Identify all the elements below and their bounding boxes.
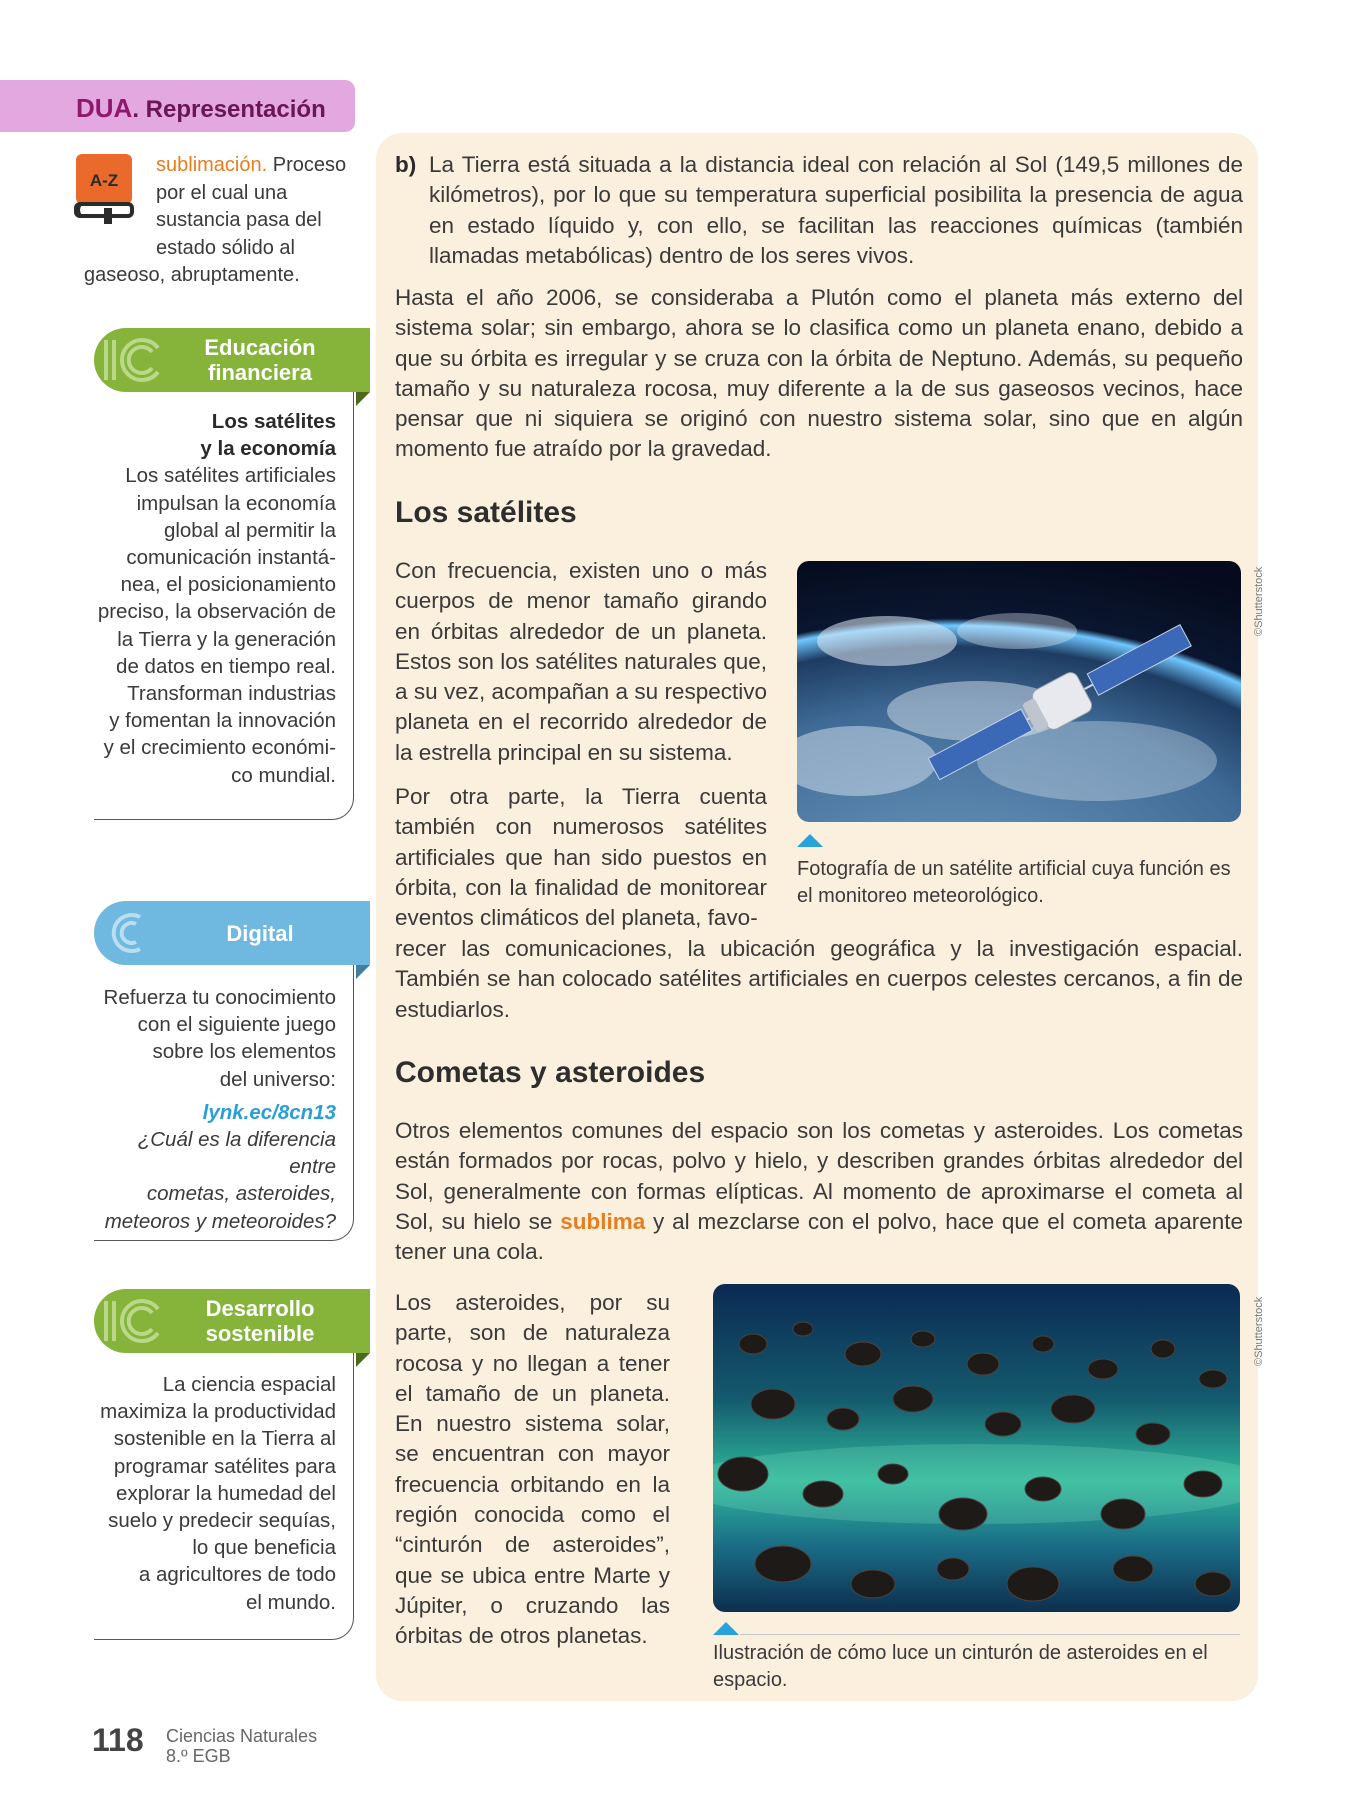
digital-question-line: ¿Cuál es la diferencia entre (137, 1128, 336, 1179)
financial-line: de datos en tiempo real. (116, 654, 336, 678)
digital-label: Digital (226, 920, 294, 946)
pluto-paragraph: Hasta el año 2006, se consideraba a Plutón como el planeta más externo del sistema solar; sin embargo, ahora se lo clasifica como un planeta enano, debido a que su órbita es irregular y se cruza con la órbita de Neptuno. Además, su pequeño tamaño y su naturaleza rocosa, muy diferente a la de sus gaseosos vecinos, hace pensar que ni siquiera se originó con nuestro sistema solar, sino que en algún momento fue atraído por la gravedad. (395, 285, 1243, 462)
satellite-photo-credit: ©Shutterstock (1253, 566, 1265, 636)
sublima-highlight[interactable]: sublima (560, 1208, 646, 1234)
financial-line: y fomentan la innovación (109, 709, 336, 733)
financial-line: preciso, la observación de (97, 600, 336, 624)
satellite-photo (797, 561, 1241, 822)
satellites-paragraph-2-bottom: recer las comunicaciones, la ubicación geográfica y la investigación espacial. También se han colocado satélites artificiales en cuerpos celestes cercanos, a fin de estudiarlos. (395, 936, 1243, 1022)
sustainable-line: el mundo. (245, 1590, 336, 1614)
digital-line: Refuerza tu conocimiento (103, 986, 336, 1009)
financial-line: Transforman industrias (127, 682, 336, 706)
financial-line: comunicación instantá- (126, 546, 336, 570)
financial-text (94, 408, 336, 789)
financial-line: impulsan la economía (136, 491, 336, 515)
footer-subject-name: Ciencias Naturales (166, 1726, 318, 1746)
caption-divider (740, 1634, 1240, 1635)
sustainable-development-label: Desarrollo sostenible (205, 1296, 315, 1346)
asteroid-belt-image (713, 1284, 1240, 1612)
digital-line: del universo: (219, 1067, 336, 1091)
footer-grade: 8.º EGB (166, 1746, 231, 1766)
caption-arrow-icon (797, 834, 823, 847)
comets-paragraph (395, 1116, 1243, 1267)
satellite-illustration (797, 561, 1241, 822)
page-number: 118 (92, 1722, 144, 1758)
caption-arrow-icon (713, 1622, 739, 1635)
financial-line: nea, el posicionamiento (120, 573, 336, 597)
satellites-heading: Los satélites (395, 496, 577, 529)
digital-header (94, 901, 370, 965)
financial-line: la Tierra y la generación (117, 627, 336, 651)
ic-logo-icon (100, 909, 164, 957)
sustainable-line: lo que beneficia (192, 1536, 336, 1560)
asteroid-belt-illustration (713, 1284, 1240, 1612)
footer-subject (166, 1726, 317, 1766)
financial-line: Los satélites artificiales (125, 464, 336, 488)
sustainable-line: suelo y predecir sequías, (108, 1509, 336, 1533)
comets-heading: Cometas y asteroides (395, 1056, 706, 1089)
item-b-marker: b) (395, 152, 417, 177)
dua-title (76, 93, 326, 124)
ic-logo-icon (100, 1297, 164, 1345)
digital-question-line: meteoros y meteoroides? (104, 1209, 336, 1233)
sustainable-line: maximiza la productividad (100, 1400, 336, 1424)
dua-title-rest: . Representación (132, 96, 326, 123)
glossary-definition-text: Proceso por el cual una sustancia pasa del estado sólido al gaseoso, abruptamente. (84, 154, 347, 286)
satellites-paragraph-2-top: Por otra parte, la Tierra cuenta también con numerosos satélites artificiales que han sido puestos en órbita, con la finalidad de monitorear eventos climáticos del planeta, favo- (395, 784, 767, 931)
financial-line: global al permitir la (163, 518, 336, 542)
sustainable-text (94, 1371, 336, 1616)
financial-line: co mundial. (231, 763, 336, 787)
item-b-text: La Tierra está situada a la distancia ideal con relación al Sol (149,5 millones de kilómetros), por lo que su temperatura superficial posibilita la presencia de agua en estado líquido y, con ello, se facilitan las reacciones químicas (también llamadas metabólicas) dentro de los seres vivos. (429, 152, 1243, 268)
glossary-term: sublimación. (156, 154, 268, 176)
satellite-caption: Fotografía de un satélite artificial cuya función es el monitoreo meteorológico. (797, 858, 1231, 907)
item-b (395, 150, 1243, 271)
asteroids-paragraph: Los asteroides, por su parte, son de naturaleza rocosa y no llegan a tener el tamaño de un planeta. En nuestro sistema solar, se encuentran con mayor frecuencia orbitando en la región conocida como el “cinturón de asteroides”, que se ubica entre Marte y Júpiter, o cruzando las órbitas de otros planetas. (395, 1290, 670, 1649)
financial-education-header (94, 328, 370, 392)
financial-subtitle-2: y la economía (200, 437, 336, 461)
asteroid-caption: Ilustración de cómo luce un cinturón de asteroides en el espacio. (713, 1642, 1208, 1691)
sustainable-line: explorar la humedad del (116, 1481, 336, 1505)
satellites-paragraph-1: Con frecuencia, existen uno o más cuerpos de menor tamaño girando en órbitas alrededor de un planeta. Estos son los satélites naturales que, a su vez, acompañan a su respectivo planeta en el recorrido alrededor de la estrella principal en su sistema. (395, 558, 767, 765)
dua-title-bold: DUA (76, 93, 133, 123)
sustainable-line: a agricultores de todo (138, 1563, 336, 1587)
digital-game-link[interactable]: lynk.ec/8cn13 (202, 1100, 336, 1124)
financial-line: y el crecimiento económi- (103, 736, 336, 760)
glossary-definition (84, 152, 356, 290)
ic-logo-icon (100, 336, 164, 384)
dictionary-icon-label: A-Z (89, 171, 119, 190)
digital-question-line: cometas, asteroides, (146, 1182, 336, 1206)
sustainable-line: programar satélites para (113, 1454, 336, 1478)
sustainable-development-header (94, 1289, 370, 1353)
digital-line: sobre los elementos (152, 1040, 336, 1064)
digital-line: con el siguiente juego (137, 1013, 336, 1037)
asteroid-image-credit: ©Shutterstock (1253, 1296, 1265, 1366)
comets-text-before: Otros elementos comunes del espacio son los cometas y asteroides. Los cometas están formados por rocas, polvo y hielo, y describen grandes órbitas alrededor del Sol, generalmente con formas elípticas. Al momento de aproximarse el cometa al Sol, su hielo se (395, 1118, 1243, 1234)
financial-education-label: Educación financiera (204, 335, 316, 385)
sustainable-line: sostenible en la Tierra al (113, 1427, 336, 1451)
sustainable-line: La ciencia espacial (162, 1373, 336, 1396)
comets-text-after: y al mezclarse con el polvo, hace que el cometa aparente tener una cola. (395, 1208, 1243, 1265)
financial-subtitle-1: Los satélites (211, 410, 336, 433)
digital-text (94, 984, 336, 1235)
